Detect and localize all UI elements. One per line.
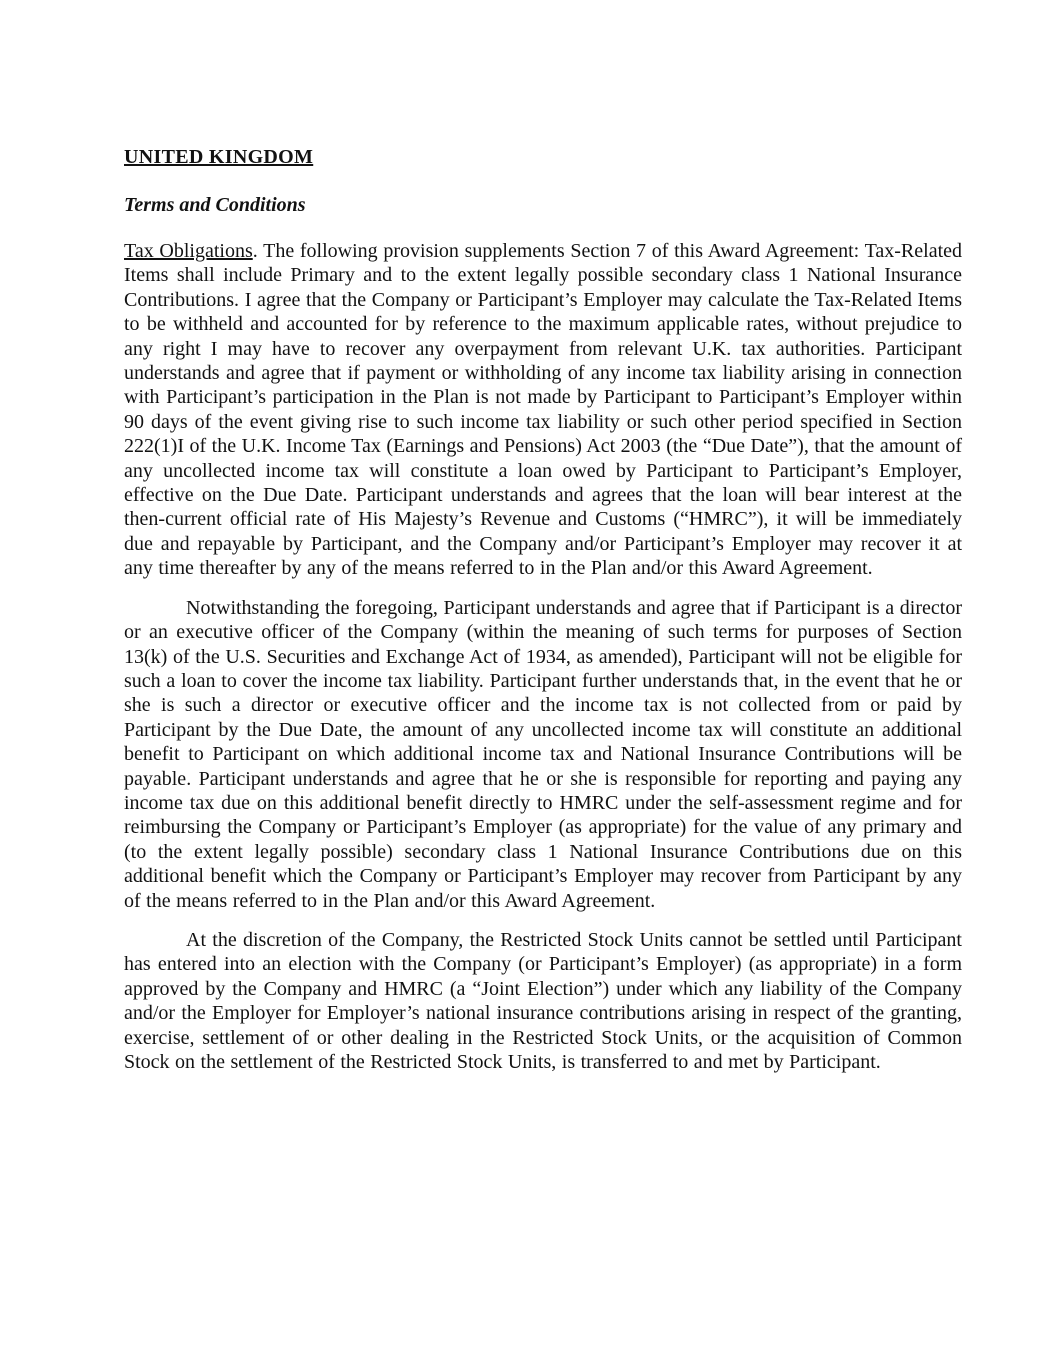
paragraph-joint-election: At the discretion of the Company, the Restricted Stock Units cannot be settled until Participant has entered into an election with the Company (or Participant’s Employer) (as appropriate) in a form approved by the Company and HMRC (a “Joint Election”) under which any liability of the Company and/or the Employer for Employer’s national insurance contributions arising in respect of the granting, exercise, settlement of or other dealing in the Restricted Stock Units, or the acquisition of Common Stock on the settlement of the Restricted Stock Units, is transferred to and met by Participant.: [124, 928, 962, 1073]
tax-obligations-body-text: . The following provision supplements Section 7 of this Award Agreement: Tax-Related Items shall include Primary and to the extent legally possible secondary class 1 National Insurance Contributions. I agree that the Company or Participant’s Employer may calculate the Tax-Related Items to be withheld and accounted for by reference to the maximum applicable rates, without prejudice to any right I may have to recover any overpayment from relevant U.K. tax authorities. Participant understands and agree that if payment or withholding of any income tax liability arising in connection with Participant’s participation in the Plan is not made by Participant to Participant’s Employer within 90 days of the event giving rise to such income tax liability or such other period specified in Section 222(1)I of the U.K. Income Tax (Earnings and Pensions) Act 2003 (the “Due Date”), that the amount of any uncollected income tax will constitute a loan owed by Participant to Participant’s Employer, effective on the Due Date. Participant understands and agrees that the loan will bear interest at the then-current official rate of His Majesty’s Revenue and Customs (“HMRC”), it will be immediately due and repayable by Participant, and the Company and/or Participant’s Employer may recover it at any time thereafter by any of the means referred to in the Plan and/or this Award Agreement.: [124, 240, 963, 580]
paragraph-director-loan-exception: Notwithstanding the foregoing, Participant understands and agree that if Participant is a director or an executive officer of the Company (within the meaning of such terms for purposes of Section 13(k) of the U.S. Securities and Exchange Act of 1934, as amended), Participant will not be eligible for such a loan to cover the income tax liability. Participant further understands that, in the event that he or she is such a director or executive officer and the income tax is not collected from or paid by Participant by the Due Date, the amount of any uncollected income tax will constitute an additional benefit to Participant on which additional income tax and National Insurance Contributions will be payable. Participant understands and agree that he or she is responsible for reporting and paying any income tax due on this additional benefit directly to HMRC under the self-assessment regime and for reimbursing the Company or Participant’s Employer (as appropriate) for the value of any primary and (to the extent legally possible) secondary class 1 National Insurance Contributions due on this additional benefit which the Company or Participant’s Employer may recover from Participant by any of the means referred to in the Plan and/or this Award Agreement.: [124, 596, 962, 912]
tax-obligations-lead-in: Tax Obligations: [124, 240, 253, 262]
paragraph-tax-obligations: [124, 239, 962, 581]
terms-and-conditions-heading: Terms and Conditions: [124, 194, 306, 216]
country-heading: UNITED KINGDOM: [124, 146, 314, 168]
